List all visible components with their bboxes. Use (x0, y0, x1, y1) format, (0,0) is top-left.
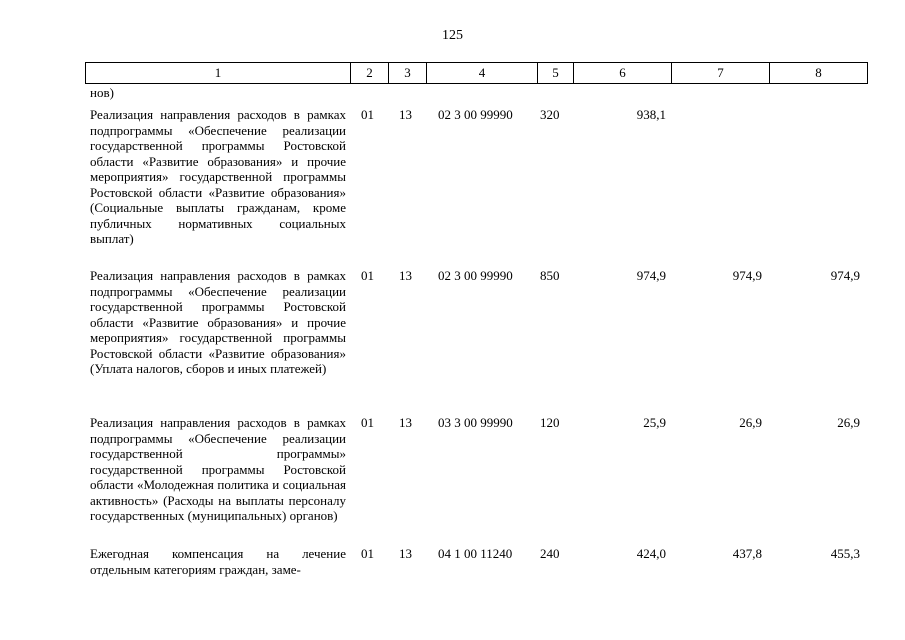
subsection-code: 13 (399, 546, 412, 561)
section-code: 01 (361, 415, 374, 430)
continuation-text: нов) (90, 85, 114, 100)
expense-type-code: 850 (540, 268, 560, 283)
row-description: Реализация направления расходов в рамках подпрограммы «Обеспечение реализации государственной программы Ростовской области «Развитие образования» и прочие мероприятия» государственной программы Ростовской области «Развитие образования» (Уплата налогов, сборов и иных платежей) (90, 268, 346, 376)
subsection-code: 13 (399, 107, 412, 122)
column-header-3: 3 (389, 63, 427, 84)
row-description: Ежегодная компенсация на лечение отдельным категориям граждан, заме- (90, 546, 346, 577)
column-header-5: 5 (538, 63, 574, 84)
amount-col-7: 437,8 (732, 546, 762, 561)
amount-col-6: 938,1 (636, 107, 666, 122)
expense-type-code: 240 (540, 546, 560, 561)
amount-col-6: 25,9 (643, 415, 666, 430)
amount-col-6: 974,9 (636, 268, 666, 283)
column-header-7: 7 (672, 63, 770, 84)
subsection-code: 13 (399, 268, 412, 283)
section-code: 01 (361, 546, 374, 561)
target-article-code: 02 3 00 99990 (438, 107, 513, 122)
amount-col-6: 424,0 (636, 546, 666, 561)
column-header-row (85, 62, 868, 84)
column-header-8: 8 (770, 63, 868, 84)
column-header-6: 6 (574, 63, 672, 84)
column-header-2: 2 (351, 63, 389, 84)
amount-col-8: 26,9 (837, 415, 860, 430)
page-number: 125 (442, 28, 463, 43)
amount-col-8: 455,3 (830, 546, 860, 561)
section-code: 01 (361, 268, 374, 283)
column-header-1: 1 (86, 63, 351, 84)
expense-type-code: 120 (540, 415, 560, 430)
target-article-code: 04 1 00 11240 (438, 546, 513, 561)
target-article-code: 02 3 00 99990 (438, 268, 513, 283)
amount-col-8: 974,9 (830, 268, 860, 283)
target-article-code: 03 3 00 99990 (438, 415, 513, 430)
amount-col-7: 974,9 (732, 268, 762, 283)
row-description: Реализация направления расходов в рамках подпрограммы «Обеспечение реализации государственной программы Ростовской области «Развитие образования» и прочие мероприятия» государственной программы Ростовской области «Развитие образования» (Социальные выплаты гражданам, кроме публичных нормативных социальных выплат) (90, 107, 346, 246)
section-code: 01 (361, 107, 374, 122)
amount-col-7: 26,9 (739, 415, 762, 430)
subsection-code: 13 (399, 415, 412, 430)
row-description: Реализация направления расходов в рамках подпрограммы «Обеспечение реализации государственной программы» государственной программы Ростовской области «Молодежная политика и социальная активность» (Расходы на выплаты персоналу государственных (муниципальных) органов) (90, 415, 346, 523)
expense-type-code: 320 (540, 107, 560, 122)
column-header-4: 4 (427, 63, 538, 84)
